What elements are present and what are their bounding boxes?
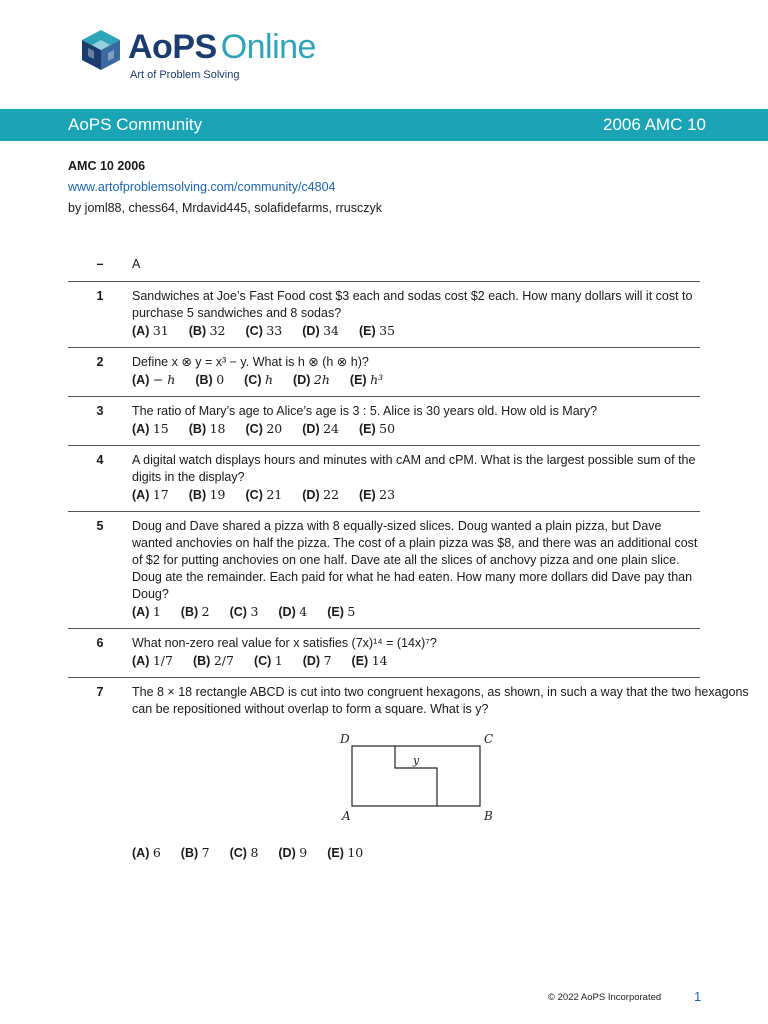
problem-text: The ratio of Mary’s age to Alice’s age is 3 : 5. Alice is 30 years old. How old is Mary? (132, 404, 598, 418)
choice-b: (B) 2 (180, 604, 210, 619)
choice-c: (C) 33 (245, 323, 283, 338)
choice-d: (D) 2h (293, 372, 330, 387)
problem-text: What non-zero real value for x satisfies (7x)¹⁴ = (14x)⁷? (132, 636, 437, 650)
choice-d: (D) 9 (278, 845, 308, 860)
problem-row (68, 446, 700, 512)
problem-number: 1 (96, 289, 104, 303)
problem-number: 2 (96, 355, 104, 369)
choice-c: (C) 3 (229, 604, 259, 619)
choice-e: (E) 10 (327, 845, 364, 860)
problem-row (68, 512, 700, 629)
vertex-label-b: B (484, 809, 493, 823)
problem-number: 7 (96, 685, 104, 699)
problem-number: 6 (96, 636, 104, 650)
segment-label-y: y (413, 754, 420, 767)
problem-number: – (96, 257, 104, 271)
document-meta (68, 156, 382, 219)
choice-a: (A) 17 (132, 487, 169, 502)
problem-text: Define x ⊗ y = x³ − y. What is h ⊗ (h ⊗ h)? (132, 355, 369, 369)
choice-d: (D) 24 (302, 421, 339, 436)
problem-row (68, 348, 700, 397)
choice-a: (A) 31 (132, 323, 169, 338)
logo-brand-suffix: Online (220, 28, 316, 66)
contest-label: 2006 AMC 10 (602, 115, 706, 134)
choice-c: (C) 21 (245, 487, 283, 502)
choice-b: (B) 18 (188, 421, 226, 436)
choice-e: (E) 5 (327, 604, 356, 619)
aops-cube-logo-icon (80, 28, 122, 72)
logo-wordmark (128, 28, 316, 67)
vertex-label-d: D (340, 732, 350, 746)
choice-e: (E) 23 (359, 487, 396, 502)
problem-number: 3 (96, 404, 104, 418)
problem-number: 5 (96, 519, 104, 533)
choice-b: (B) 7 (180, 845, 210, 860)
problem-text: Doug and Dave shared a pizza with 8 equally-sized slices. Doug wanted a plain pizza, but Dave wanted anchovies on half the pizza. The cost of a plain pizza was $8, and there was an additional cost of $2 for putting anchovies on one half. Dave ate all the slices of anchovy pizza and one plain slice. Doug ate the remainder. Each paid for what he had eaten. How many more dollars did Dave pay than Doug? (132, 519, 698, 601)
choice-a: (A) 1 (132, 604, 161, 619)
choice-c: (C) h (244, 372, 274, 387)
problem-text: The 8 × 18 rectangle ABCD is cut into two congruent hexagons, as shown, in such a way that the two hexagons can be repositioned without overlap to form a square. What is y? (132, 685, 749, 716)
choice-b: (B) 2/7 (192, 653, 234, 668)
answer-choices (132, 371, 700, 389)
choice-d: (D) 7 (302, 653, 332, 668)
community-label[interactable]: AoPS Community (68, 115, 203, 134)
problem-row (68, 250, 700, 282)
choice-e: (E) h³ (349, 372, 384, 387)
choice-e: (E) 14 (351, 653, 388, 668)
logo-brand: AoPS (128, 28, 217, 66)
choice-d: (D) 4 (278, 604, 308, 619)
problem-number: 4 (96, 453, 104, 467)
problem-text: Sandwiches at Joe’s Fast Food cost $3 each and sodas cost $2 each. How many dollars will it cost to purchase 5 sandwiches and 8 sodas? (132, 289, 693, 320)
choice-d: (D) 34 (302, 323, 339, 338)
answer-choices (132, 603, 700, 621)
aops-logo (80, 24, 380, 84)
answer-choices (132, 844, 764, 862)
community-link[interactable]: www.artofproblemsolving.com/community/c4804 (68, 180, 336, 194)
choice-b: (B) 32 (188, 323, 226, 338)
header-banner (0, 109, 768, 141)
choice-e: (E) 50 (359, 421, 396, 436)
answer-choices (132, 322, 700, 340)
choice-c: (C) 20 (245, 421, 283, 436)
answer-choices (132, 420, 700, 438)
vertex-label-c: C (484, 732, 494, 746)
problem-text: A digital watch displays hours and minutes with cAM and cPM. What is the largest possible sum of the digits in the display? (132, 453, 696, 484)
choice-a: (A) 15 (132, 421, 169, 436)
choice-c: (C) 8 (229, 845, 259, 860)
problem-row (68, 282, 700, 348)
problem-list (68, 250, 749, 869)
choice-c: (C) 1 (253, 653, 283, 668)
choice-a: (A) 1/7 (132, 653, 173, 668)
answer-choices (132, 652, 700, 670)
choice-d: (D) 22 (302, 487, 339, 502)
problem-row (68, 678, 749, 869)
footer-copyright: © 2022 AoPS Incorporated (548, 992, 662, 1003)
choice-e: (E) 35 (359, 323, 396, 338)
choice-b: (B) 19 (188, 487, 226, 502)
problem-text: A (132, 257, 141, 271)
choice-b: (B) 0 (195, 372, 225, 387)
problem-row (68, 397, 700, 446)
page-number: 1 (694, 989, 702, 1004)
answer-choices (132, 486, 700, 504)
logo-tagline: Art of Problem Solving (130, 69, 240, 81)
choice-a: (A) − h (132, 372, 176, 387)
problem-row (68, 629, 700, 678)
document-title: AMC 10 2006 (68, 159, 146, 173)
vertex-label-a: A (342, 809, 351, 823)
hexagon-rectangle-figure (132, 724, 764, 844)
choice-a: (A) 6 (132, 845, 161, 860)
authors-line: by joml88, chess64, Mrdavid445, solafidefarms, rrusczyk (68, 201, 383, 215)
